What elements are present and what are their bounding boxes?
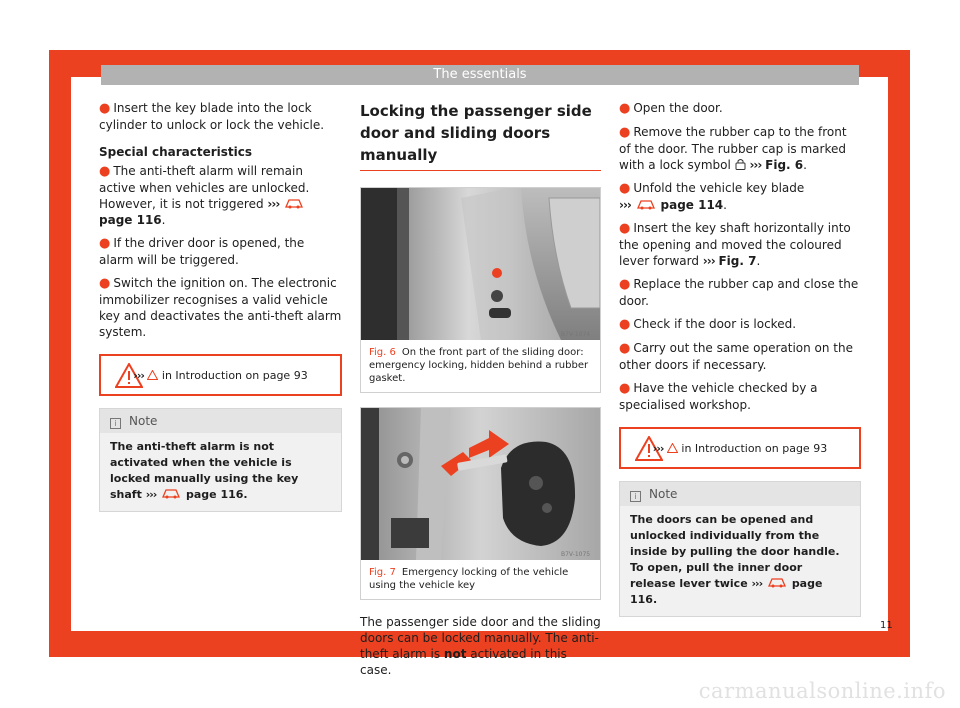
- page-link[interactable]: page 116.: [630, 577, 823, 606]
- figure-code: B7V-1074: [561, 331, 591, 338]
- figure-link[interactable]: Fig. 6: [765, 158, 804, 172]
- book-car-icon: [285, 197, 303, 209]
- list-item: ● Check if the door is locked.: [619, 317, 797, 332]
- list-item: ● Replace the rubber cap and close the door.: [619, 277, 859, 308]
- book-car-icon: [768, 576, 786, 588]
- bullet-icon: ●: [619, 341, 631, 356]
- book-car-icon: [162, 487, 180, 499]
- column-right: [619, 100, 861, 617]
- bullet-icon: ●: [619, 221, 631, 236]
- arrow-reference-icon: ›››: [749, 158, 762, 172]
- figure-image-door-lock: [361, 188, 600, 340]
- arrow-reference-icon: ›››: [652, 442, 664, 455]
- column-middle: [360, 100, 601, 685]
- list-item: ● Carry out the same operation on the other doors if necessary.: [619, 341, 853, 372]
- page-link[interactable]: page 116.: [186, 488, 248, 501]
- figure-image-key-lock: [361, 408, 600, 560]
- bullet-icon: ●: [99, 164, 111, 179]
- list-item: ● The anti-theft alarm will remain active when vehicles are unlocked. However, it is not triggered ››› page 116.: [99, 164, 310, 227]
- warning-triangle-icon: [147, 370, 158, 380]
- arrow-reference-icon: ›››: [267, 197, 280, 211]
- figure-caption: On the front part of the sliding door: emergency locking, hidden behind a rubber gasket.: [369, 347, 589, 384]
- bullet-icon: ●: [619, 101, 631, 116]
- list-item: ● Have the vehicle checked by a specialised workshop.: [619, 381, 818, 412]
- arrow-reference-icon: ›››: [751, 577, 763, 590]
- arrow-reference-icon: ›››: [619, 198, 631, 212]
- bullet-icon: ●: [619, 381, 631, 396]
- bullet-icon: ●: [619, 125, 631, 140]
- bullet-icon: ●: [99, 101, 111, 116]
- page-link[interactable]: page 114: [660, 198, 724, 212]
- bullet-icon: ●: [619, 317, 631, 332]
- bullet-icon: ●: [619, 277, 631, 292]
- lock-icon: [735, 158, 746, 170]
- arrow-reference-icon: ›››: [702, 254, 715, 268]
- list-item: ● Switch the ignition on. The electronic immobilizer recognises a valid vehicle key and deactivates the anti-theft alarm system.: [99, 276, 342, 339]
- bullet-icon: ●: [619, 181, 631, 196]
- warning-reference[interactable]: in Introduction on page 93: [161, 369, 308, 382]
- note-box: i Note The anti-theft alarm is not activated when the vehicle is locked manually using the key shaft ››› page 116.: [99, 408, 342, 512]
- arrow-reference-icon: ›››: [145, 488, 157, 501]
- watermark: carmanualsonline.info: [698, 679, 946, 703]
- list-item: ● Insert the key blade into the lock cylinder to unlock or lock the vehicle.: [99, 101, 325, 132]
- warning-triangle-icon: [667, 443, 678, 453]
- page-number: 11: [880, 620, 893, 631]
- column-left: [99, 100, 342, 512]
- figure-label: Fig. 6: [369, 347, 396, 358]
- info-icon: i: [110, 418, 121, 429]
- warning-reference[interactable]: in Introduction on page 93: [681, 442, 828, 455]
- section-header: The essentials: [101, 65, 859, 85]
- figure-label: Fig. 7: [369, 567, 396, 578]
- list-item: ● Open the door.: [619, 101, 723, 116]
- book-car-icon: [637, 198, 655, 210]
- warning-box: [99, 354, 342, 396]
- note-box: i Note The doors can be opened and unlocked individually from the inside by pulling the door handle. To open, pull the inner door release lever twice ››› page 116.: [619, 481, 861, 617]
- bullet-icon: ●: [99, 236, 111, 251]
- list-item: ● Insert the key shaft horizontally into the opening and moved the coloured lever forward ››› Fig. 7.: [619, 221, 851, 268]
- figure-code: B7V-1075: [561, 551, 591, 558]
- info-icon: i: [630, 491, 641, 502]
- warning-box: [619, 427, 861, 469]
- list-item: ● Unfold the vehicle key blade ››› page 114.: [619, 181, 805, 212]
- subheading: Special characteristics: [99, 145, 253, 159]
- page-link[interactable]: page 116: [99, 213, 162, 227]
- list-item: ● If the driver door is opened, the alarm will be triggered.: [99, 236, 305, 267]
- body-paragraph: The passenger side door and the sliding doors can be locked manually. The anti-theft alarm is not activated in this case.: [360, 615, 601, 677]
- bullet-icon: ●: [99, 276, 111, 291]
- note-label: Note: [129, 414, 158, 428]
- arrow-reference-icon: ›››: [133, 369, 144, 382]
- list-item: ● Remove the rubber cap to the front of the door. The rubber cap is marked with a lock symbol ››› Fig. 6.: [619, 125, 847, 172]
- section-heading: Locking the passenger side door and sliding doors manually: [360, 100, 601, 171]
- figure-caption: Emergency locking of the vehicle using the vehicle key: [369, 567, 569, 591]
- figure-6: [360, 187, 601, 393]
- figure-7: [360, 407, 601, 600]
- note-label: Note: [649, 487, 678, 501]
- figure-link[interactable]: Fig. 7: [718, 254, 757, 268]
